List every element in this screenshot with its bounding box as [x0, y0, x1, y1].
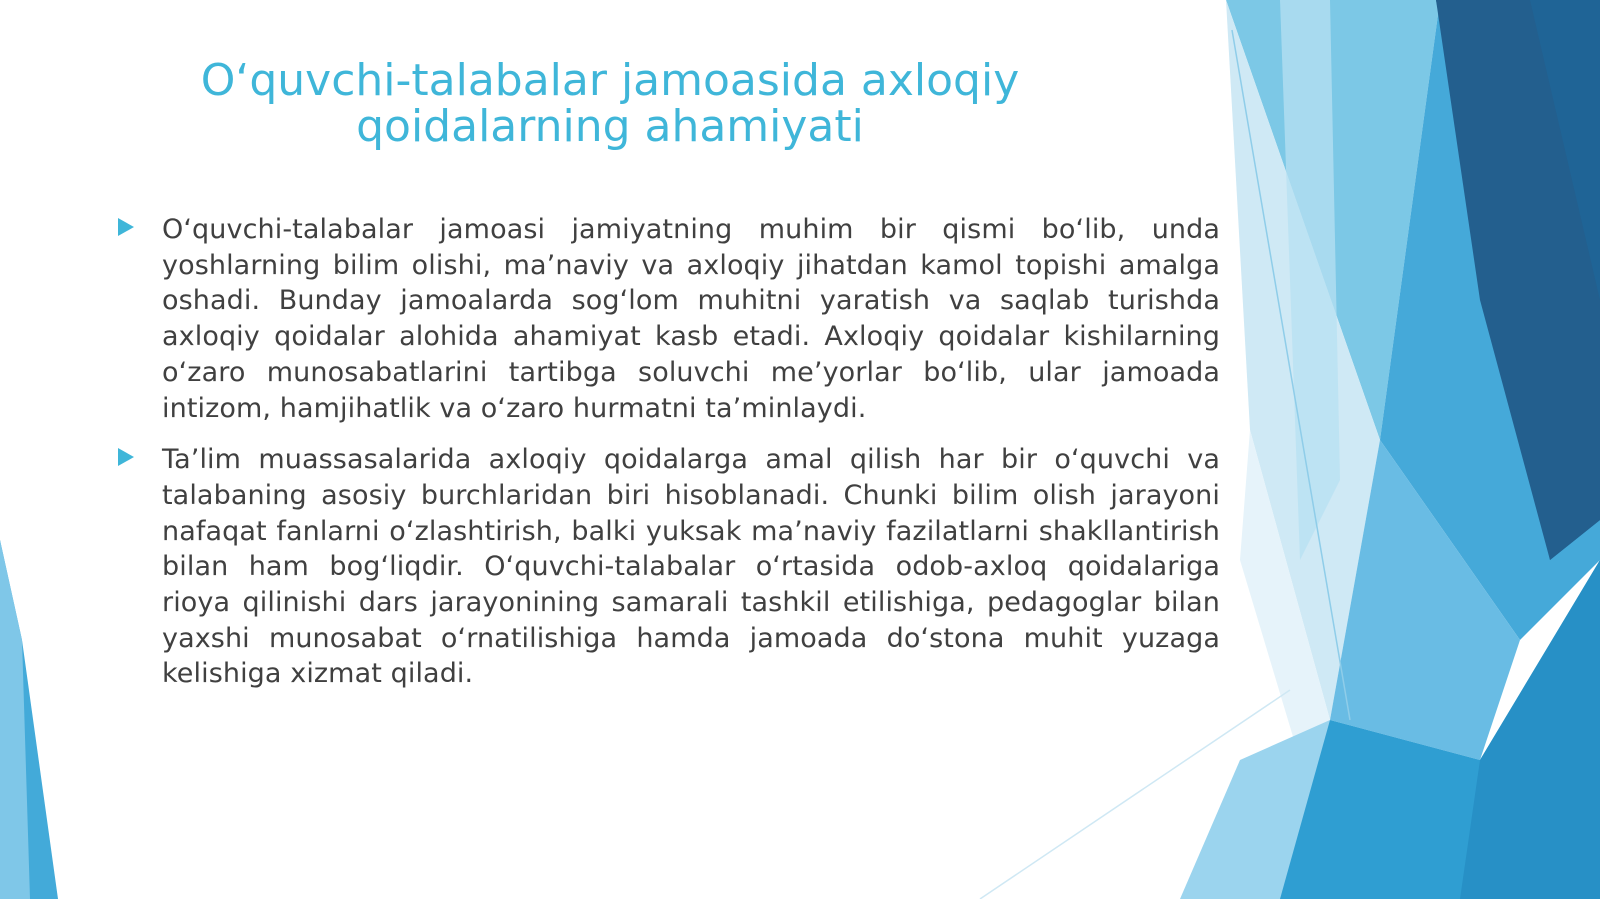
slide-title: O‘quvchi-talabalar jamoasida axloqiy qoidalarning ahamiyati	[200, 55, 1020, 152]
bullet-item	[116, 212, 1220, 426]
bullet-text: Ta’lim muassasalarida axloqiy qoidalarga amal qilish har bir o‘quvchi va talabaning asosiy burchlaridan biri hisoblanadi. Chunki bilim olish jarayoni nafaqat fanlarni o‘zlashtirish, balki yuksak ma’naviy fazilatlarni shakllantirish bilan ham bog‘liqdir. O‘quvchi-talabalar o‘rtasida odob-axloq qoidalariga rioya qilinishi dars jarayonining samarali tashkil etilishiga, pedagoglar bilan yaxshi munosabat o‘rnatilishiga hamda jamoada do‘stona muhit yuzaga kelishiga xizmat qiladi.	[162, 444, 1220, 690]
bullet-list	[116, 212, 1220, 708]
triangle-right-icon	[118, 448, 134, 466]
bullet-item	[116, 442, 1220, 692]
triangle-right-icon	[118, 218, 134, 236]
bullet-text: O‘quvchi-talabalar jamoasi jamiyatning muhim bir qismi bo‘lib, unda yoshlarning bilim olishi, ma’naviy va axloqiy jihatdan kamol topishi amalga oshadi. Bunday jamoalarda sog‘lom muhitni yaratish va saqlab turishda axloqiy qoidalar alohida ahamiyat kasb etadi. Axloqiy qoidalar kishilarning o‘zaro munosabatlarini tartibga soluvchi me’yorlar bo‘lib, ular jamoada intizom, hamjihatlik va o‘zaro hurmatni ta’minlaydi.	[162, 214, 1220, 424]
